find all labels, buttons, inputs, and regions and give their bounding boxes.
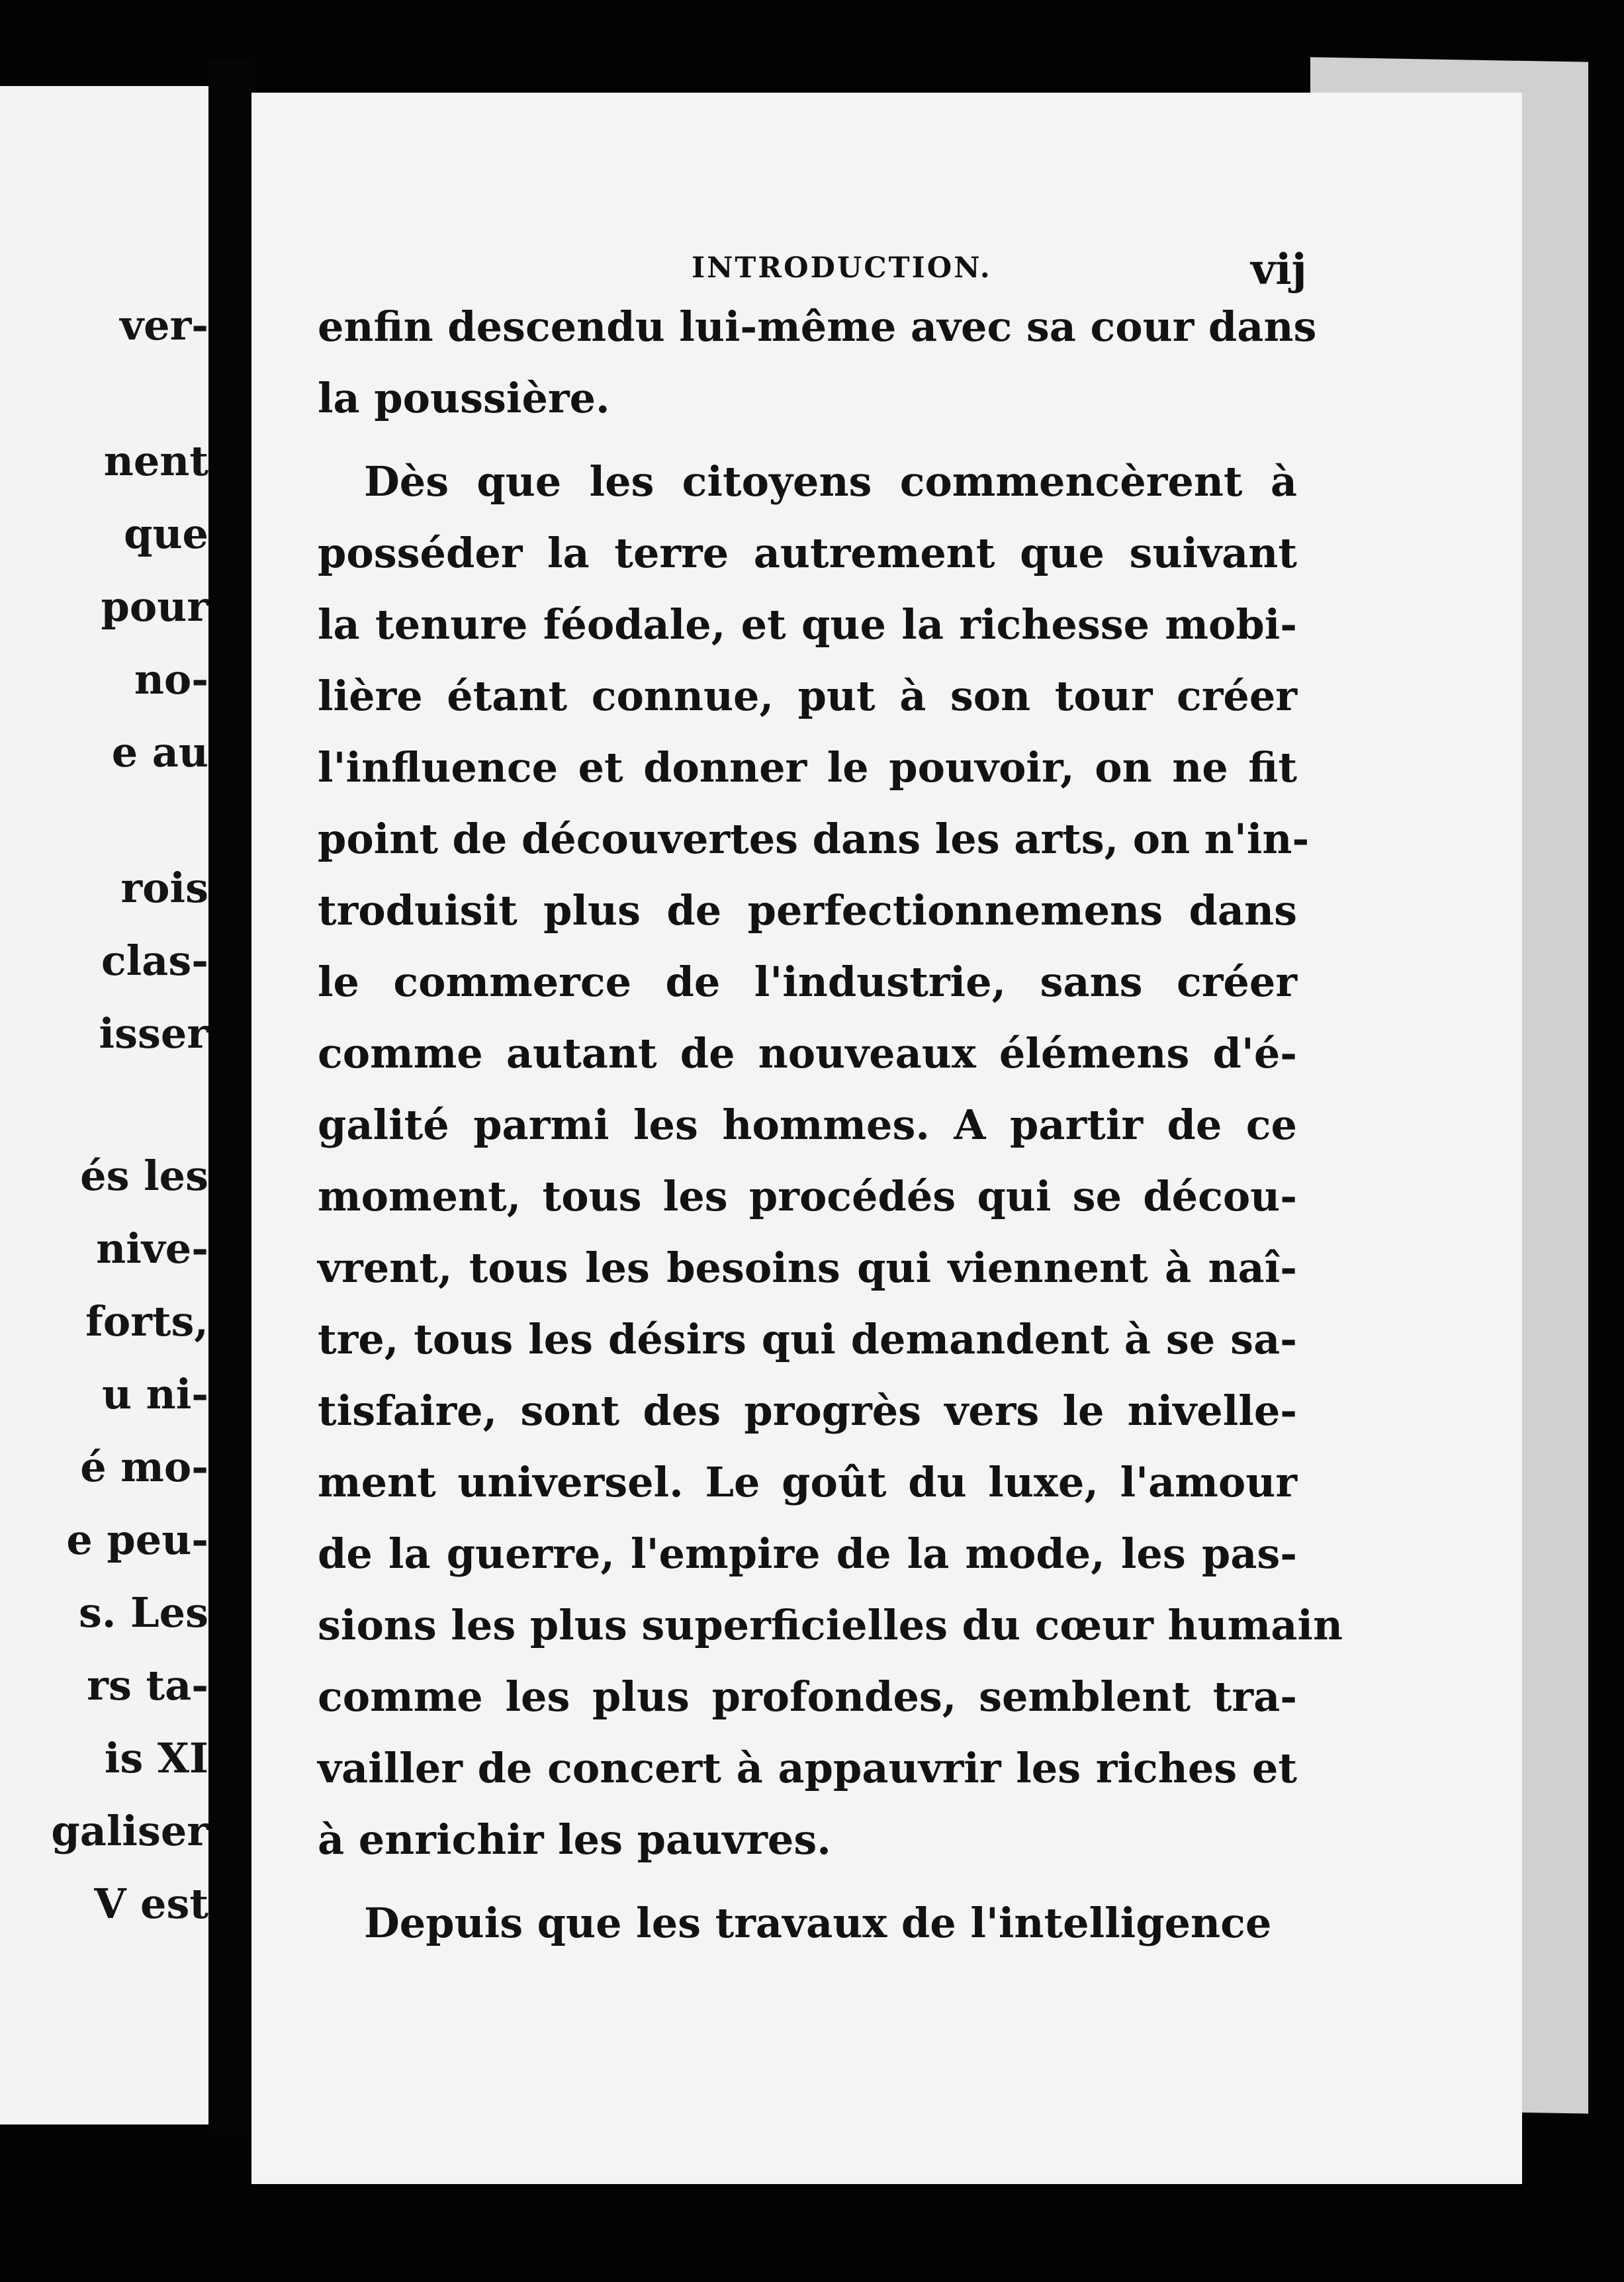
paragraph-gap [318, 1876, 1297, 1888]
left-page-line: no- [134, 655, 208, 704]
left-page-line: é mo- [80, 1443, 208, 1491]
left-page-line: rois [120, 864, 208, 912]
text-line: tisfaire, sont des progrès vers le nivelle- [318, 1387, 1297, 1435]
book-gutter [208, 60, 255, 2138]
left-page-line: que [124, 510, 208, 558]
paragraph-gap [318, 434, 1297, 446]
text-line: troduisit plus de perfectionnemens dans [318, 886, 1297, 935]
left-page-line: e au [111, 728, 208, 776]
text-line: vrent, tous les besoins qui viennent à naî- [318, 1244, 1297, 1292]
text-line: posséder la terre autrement que suivant [318, 529, 1297, 577]
left-page-line: e peu- [66, 1516, 208, 1564]
text-line: ment universel. Le goût du luxe, l'amour [318, 1458, 1297, 1506]
text-line: moment, tous les procédés qui se décou- [318, 1172, 1297, 1220]
page-number: vij [1251, 245, 1307, 295]
left-page-line: ver- [120, 301, 208, 349]
text-line: comme autant de nouveaux élémens d'é- [318, 1029, 1297, 1077]
left-page-line: is XI [104, 1734, 208, 1782]
text-line: à enrichir les pauvres. [318, 1815, 831, 1864]
body-text [318, 291, 1343, 1959]
left-page-fragment [0, 86, 208, 2124]
text-line: tre, tous les désirs qui demandent à se sa- [318, 1315, 1297, 1363]
left-page-line: clas- [101, 936, 208, 985]
text-line: lière étant connue, put à son tour créer [318, 672, 1297, 720]
left-page-line: rs ta- [87, 1661, 208, 1710]
text-line: enfin descendu lui-même avec sa cour dans [318, 302, 1317, 351]
left-page-line: s. Les [78, 1588, 208, 1637]
text-line: Depuis que les travaux de l'intelligence [364, 1899, 1272, 1947]
left-page-line: nent [103, 437, 208, 485]
text-line: comme les plus profondes, semblent tra- [318, 1672, 1297, 1721]
left-page-line: u ni- [101, 1370, 208, 1418]
text-line: la tenure féodale, et que la richesse mobi- [318, 600, 1297, 649]
left-page-line: nive- [96, 1224, 208, 1273]
left-page-line: isser [99, 1009, 208, 1058]
left-page-line: galiser [51, 1807, 208, 1855]
left-page-line: V est [94, 1880, 208, 1928]
text-line: de la guerre, l'empire de la mode, les pas- [318, 1529, 1297, 1578]
left-page-line: pour [101, 582, 208, 631]
left-page-line: és les [80, 1152, 208, 1200]
text-line: sions les plus superficielles du cœur humain [318, 1601, 1343, 1649]
right-page [251, 93, 1522, 2184]
text-line: le commerce de l'industrie, sans créer [318, 958, 1297, 1006]
text-line: l'influence et donner le pouvoir, on ne fit [318, 743, 1297, 792]
text-line: vailler de concert à appauvrir les riches et [318, 1744, 1297, 1792]
left-page-line: forts, [85, 1297, 208, 1346]
text-line: point de découvertes dans les arts, on n'in- [318, 815, 1310, 863]
text-line: Dès que les citoyens commencèrent à [364, 457, 1297, 506]
text-line: la poussière. [318, 374, 610, 422]
running-head: INTRODUCTION. [692, 251, 992, 285]
text-line: galité parmi les hommes. A partir de ce [318, 1101, 1297, 1149]
